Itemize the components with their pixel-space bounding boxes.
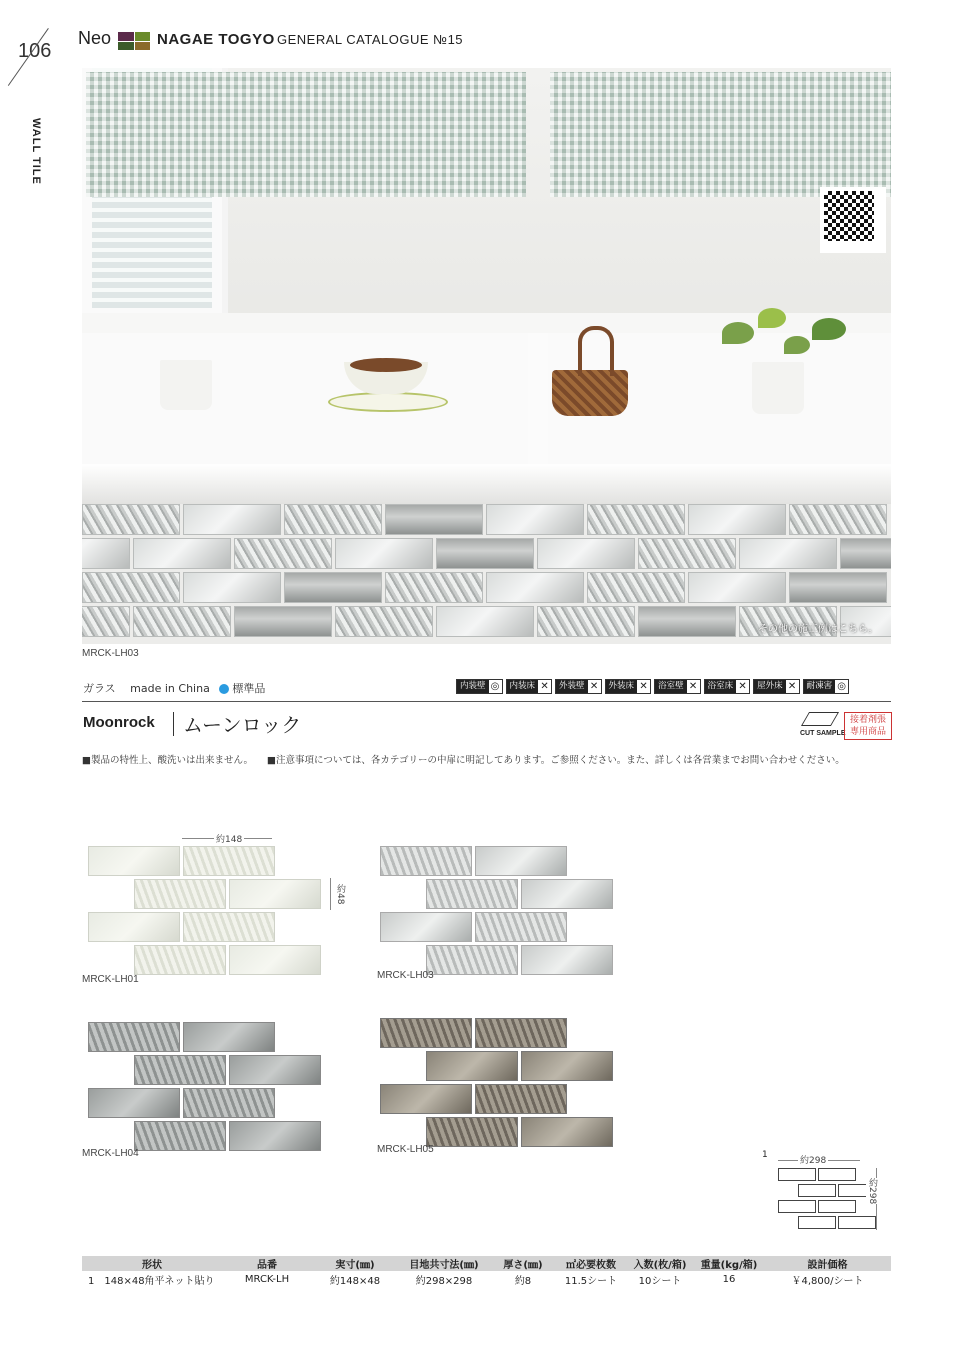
height-dimension: 約48: [335, 884, 345, 905]
window-pane-left: [86, 72, 526, 197]
wicker-basket: [552, 370, 628, 416]
swatch-lh04: [88, 1022, 324, 1142]
spec-table: [82, 1256, 891, 1288]
sheet-width: 約298: [798, 1153, 828, 1166]
sheet-index: 1: [762, 1150, 768, 1160]
usage-icons: [456, 679, 849, 694]
swatch-code: MRCK-LH04: [82, 1148, 139, 1159]
usage-badge: 内装壁 ◎: [456, 679, 503, 694]
qr-note: その他の施工例はこちら。: [758, 624, 878, 635]
product-name-jp: ムーンロック: [183, 713, 302, 737]
stock-label: 標準品: [232, 682, 266, 695]
hero-caption: MRCK-LH03: [82, 648, 139, 659]
table-header-row: 形状 品番 実寸(㎜) 目地共寸法(㎜) 厚さ(㎜) ㎡必要枚数 入数(枚/箱) 重量(kg/箱) 設計価格: [82, 1256, 891, 1271]
cut-sample-icon: [801, 712, 839, 726]
standard-item-dot-icon: [219, 684, 229, 694]
qr-code-icon[interactable]: [820, 187, 886, 253]
window-pane-right: [550, 72, 891, 197]
tile-row: [82, 572, 891, 603]
table-row: 1 148×48角平ネット貼り MRCK-LH 約148×48 約298×298 約8 11.5シート 10シート 16 ￥4,800/シート: [88, 1274, 864, 1287]
cookies: [350, 358, 422, 372]
usage-badge: 屋外床 ✕: [753, 679, 800, 694]
usage-badge: 外装壁 ✕: [555, 679, 602, 694]
window-sill: [82, 464, 891, 504]
product-notes: [82, 752, 859, 766]
hero-photo: [82, 68, 891, 644]
plant-pot-left: [160, 360, 212, 410]
material: ガラス: [83, 682, 116, 695]
swatch-lh01: [88, 846, 324, 966]
cut-sample-label: CUT SAMPLE: [800, 730, 846, 737]
usage-badge: 耐凍害 ◎: [803, 679, 850, 694]
plant-leaf: [784, 336, 810, 354]
section-label: WALL TILE: [30, 118, 42, 185]
tile-row: [82, 504, 891, 535]
tile-row: [82, 606, 862, 637]
swatch-code: MRCK-LH01: [82, 974, 139, 985]
name-separator: [173, 712, 174, 736]
note: ■製品の特性上、酸洗いは出来ません。: [82, 755, 254, 766]
width-dimension: 約148: [214, 832, 244, 845]
basket-handle: [578, 326, 614, 376]
plant-pot-right: [752, 362, 804, 414]
product-name-en: Moonrock: [83, 714, 155, 731]
brand-logo-icon: [118, 32, 150, 50]
adhesive-badge: 接着剤張 専用商品: [844, 712, 892, 740]
series-name: Neo: [78, 28, 112, 48]
height-dimension-line: [330, 878, 331, 910]
brand-name: NAGAE TOGYO: [157, 31, 275, 48]
swatch-lh05: [380, 1018, 616, 1138]
sheet-diagram: [778, 1168, 860, 1232]
plant-leaf: [758, 308, 786, 328]
catalogue-title: GENERAL CATALOGUE №15: [277, 32, 464, 47]
divider: [82, 701, 891, 702]
tile-row: [82, 538, 862, 569]
swatch-lh03: [380, 846, 616, 966]
usage-badge: 浴室床 ✕: [704, 679, 751, 694]
plant-leaf: [722, 322, 754, 344]
window-mullion: [528, 333, 548, 468]
swatch-code: MRCK-LH05: [377, 1144, 434, 1155]
plant-leaf: [812, 318, 846, 340]
note: ■注意事項については、各カテゴリーの中扉に明記してあります。ご参照ください。また、詳しくは各営業までお問い合わせください。: [267, 755, 845, 766]
usage-badge: 浴室壁 ✕: [654, 679, 701, 694]
material-line: [83, 680, 265, 696]
plate: [328, 392, 448, 412]
usage-badge: 内装床 ✕: [506, 679, 553, 694]
page-number: 106: [18, 40, 52, 62]
sheet-height: 約298: [867, 1178, 877, 1205]
swatch-code: MRCK-LH03: [377, 970, 434, 981]
usage-badge: 外装床 ✕: [605, 679, 652, 694]
origin: made in China: [130, 682, 210, 695]
